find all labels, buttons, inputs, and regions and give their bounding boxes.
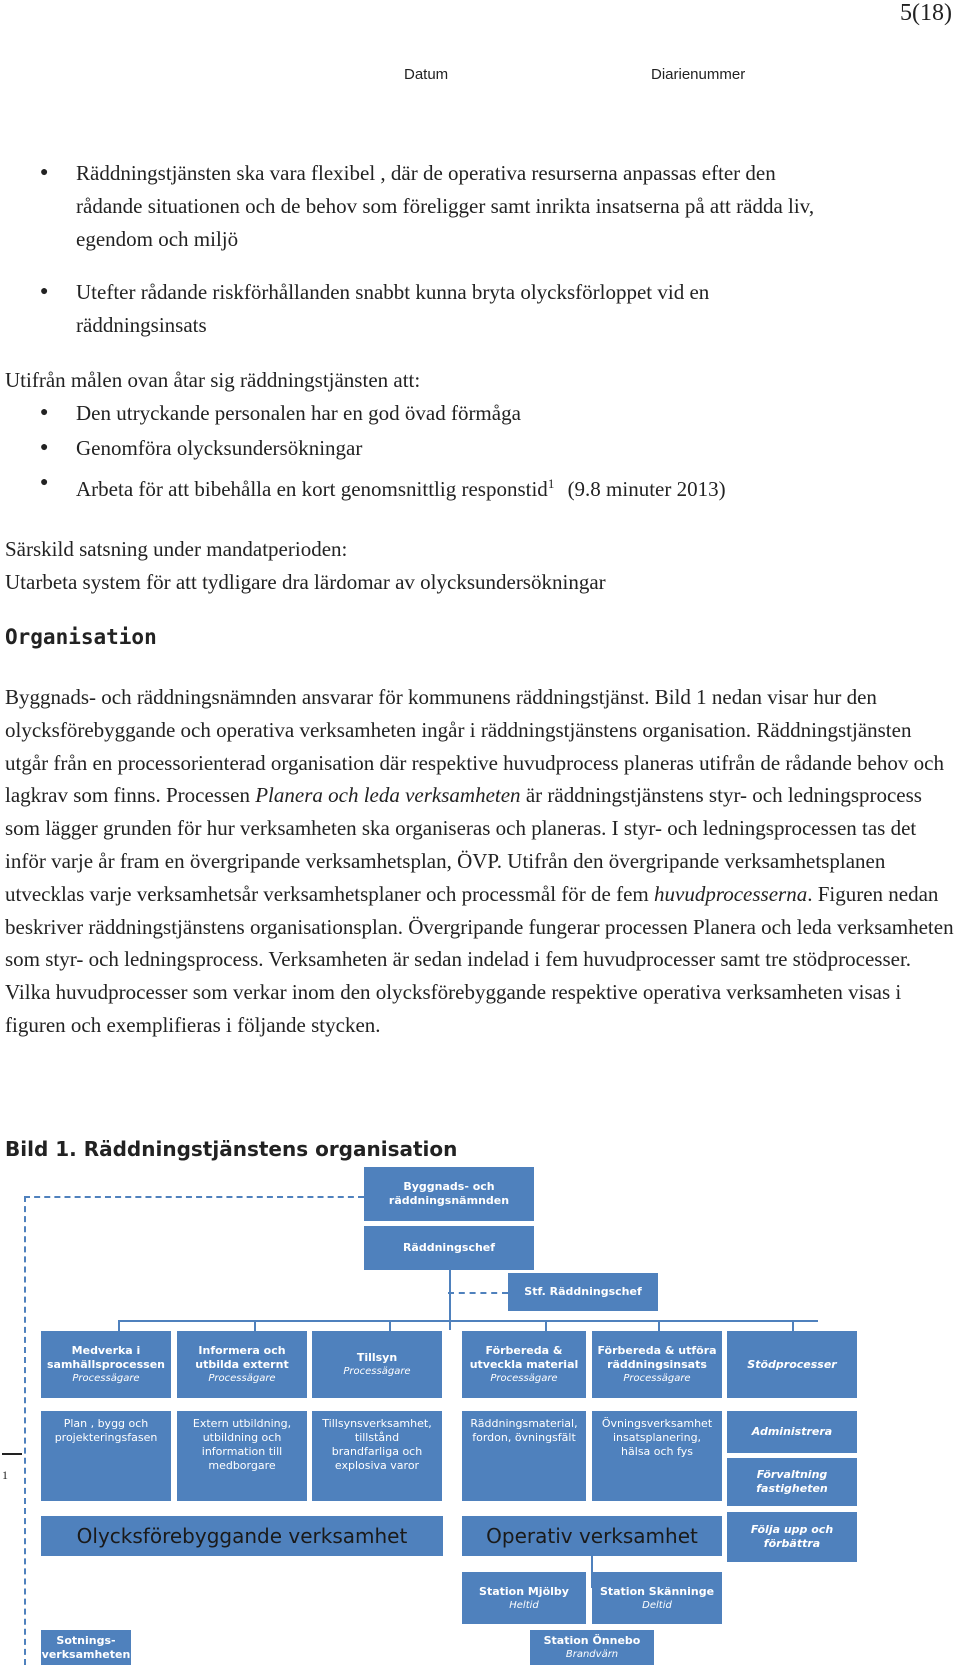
box-detail xyxy=(41,1411,171,1501)
box-chief xyxy=(364,1226,534,1270)
box-label: räddningsinsats xyxy=(607,1358,707,1371)
header-reg-label: Diarienummer xyxy=(651,66,746,83)
box-label: Byggnads- och xyxy=(403,1180,495,1193)
band-operative xyxy=(462,1516,722,1556)
box-label: utbildning och xyxy=(202,1431,282,1444)
bullet-line: räddningsinsats xyxy=(76,313,207,337)
box-label: verksamheten xyxy=(41,1648,131,1661)
special-heading: Särskild satsning under mandatperioden: xyxy=(5,537,348,561)
box-label: Tillsyn xyxy=(356,1351,398,1364)
box-label: Förvaltning xyxy=(756,1468,828,1481)
box-sub: Brandvärn xyxy=(565,1649,619,1660)
box-label: Station Önnebo xyxy=(543,1634,641,1647)
box-label: Räddningschef xyxy=(402,1241,496,1254)
bullet-item: Genomföra olycksundersökningar xyxy=(76,436,363,460)
footnote-marker: 1 xyxy=(2,1468,8,1482)
box-sotning xyxy=(41,1630,131,1665)
box-label: fastigheten xyxy=(756,1482,828,1495)
box-label: Räddningsmaterial, xyxy=(470,1417,578,1430)
box-sub: Processägare xyxy=(490,1373,558,1384)
box-support xyxy=(727,1411,857,1453)
box-label: Station Skänninge xyxy=(599,1584,715,1598)
para-italic: huvudprocesserna xyxy=(654,881,808,906)
box-label: samhällsprocessen xyxy=(47,1358,165,1371)
box-support xyxy=(727,1458,857,1506)
box-label: förbättra xyxy=(763,1537,821,1550)
para-text: Byggnads- och räddningsnämnden ansvarar för kommunens räddningstjänst. Bild 1 nedan visar hur den olycksförebyggande och operativa verksamheten ingår i räddningstjänstens organisation. Räddningstjänsten utgår från en processorienterad organisation där respektive huvudprocess planeras utifrån de rådande behov och lagkrav som finns. Processen xyxy=(5,685,945,808)
box-label: insatsplanering, xyxy=(612,1431,702,1444)
band-prevention xyxy=(41,1516,443,1556)
box-label: Station Mjölby xyxy=(479,1584,569,1598)
box-label: fordon, övningsfält xyxy=(472,1431,576,1444)
box-label: Stf. Räddningschef xyxy=(524,1285,642,1298)
box-label: information till xyxy=(201,1445,283,1458)
response-note: (9.8 minuter 2013) xyxy=(567,477,726,501)
box-label: Förbereda & xyxy=(485,1344,563,1357)
box-detail xyxy=(312,1411,442,1501)
section-heading: Organisation xyxy=(5,625,157,649)
bullet-item xyxy=(76,467,936,506)
box-label: medborgare xyxy=(208,1459,276,1472)
bullet-item xyxy=(76,276,936,342)
connector-line xyxy=(118,1320,818,1322)
box-process xyxy=(41,1331,171,1398)
box-label: Stödprocesser xyxy=(747,1357,837,1371)
box-station xyxy=(592,1572,722,1624)
bullet-text: Arbeta för att bibehålla en kort genomsnittlig responstid xyxy=(76,477,548,501)
box-label: Medverka i xyxy=(71,1344,141,1357)
box-label: explosiva varor xyxy=(334,1459,420,1472)
box-process xyxy=(312,1331,442,1398)
box-label: brandfarliga och xyxy=(331,1445,423,1458)
box-sub: Processägare xyxy=(343,1366,411,1377)
box-detail xyxy=(177,1411,307,1501)
box-support-header xyxy=(727,1331,857,1398)
bullet-dot: ● xyxy=(40,405,49,420)
dashed-line xyxy=(24,1196,364,1198)
box-process xyxy=(592,1331,722,1398)
box-station xyxy=(530,1630,654,1665)
bullet-dot: ● xyxy=(40,475,49,490)
box-station xyxy=(462,1572,586,1624)
bullet-line: egendom och miljö xyxy=(76,227,239,251)
band-label: Olycksförebyggande verksamhet xyxy=(76,1524,408,1548)
bullet-line: rådande situationen och de behov som föreligger samt inrikta insatserna på att rädda liv, xyxy=(76,194,815,218)
box-sub: Processägare xyxy=(623,1373,691,1384)
intro-text: Utifrån målen ovan åtar sig räddningstjänsten att: xyxy=(5,368,421,392)
box-label: Administrera xyxy=(751,1425,833,1438)
bullet-line: Utefter rådande riskförhållanden snabbt kunna bryta olycksförloppet vid en xyxy=(76,280,710,304)
box-deputy xyxy=(508,1273,658,1311)
header-date-label: Datum xyxy=(404,66,449,83)
box-label: Sotnings- xyxy=(56,1634,116,1647)
box-label: utbilda externt xyxy=(195,1358,289,1371)
para-italic: Planera och leda verksamheten xyxy=(255,783,521,808)
box-label: Tillsynsverksamhet, xyxy=(322,1417,432,1430)
body-paragraph xyxy=(5,681,955,1042)
bullet-dot: ● xyxy=(40,284,49,299)
box-label: Informera och xyxy=(198,1344,286,1357)
para-text: . Figuren nedan beskriver räddningstjänstens organisationsplan. Övergripande fungerar processen Planera och leda verksamheten som styr- och ledningsprocess. Verksamheten är sedan indelad i fem huvudprocesser samt tre stödprocesser. Vilka huvudprocesser som verkar inom den olycksförebyggande respektive operativa verksamheten visas i figuren och exemplifieras i följande stycken. xyxy=(5,881,954,1037)
box-support xyxy=(727,1512,857,1562)
special-text: Utarbeta system för att tydligare dra lärdomar av olycksundersökningar xyxy=(5,570,606,594)
bullet-item: Den utryckande personalen har en god övad förmåga xyxy=(76,401,521,425)
box-sub: Processägare xyxy=(208,1373,276,1384)
box-sub: Heltid xyxy=(509,1599,539,1611)
box-label: hälsa och fys xyxy=(621,1445,693,1458)
dashed-line xyxy=(448,1292,508,1294)
band-label: Operativ verksamhet xyxy=(486,1524,698,1548)
box-label: Följa upp och xyxy=(750,1523,834,1536)
box-label: Extern utbildning, xyxy=(192,1417,292,1430)
para-text: är räddningstjänstens styr- och ledningsprocess som lägger grunden för hur verksamheten ska organiseras och planeras. I styr- och ledningsprocessen tas det inför varje år fram en övergripande verksamhetsplan, ÖVP. Utifrån den övergripande verksamhetsplanen utvecklas varje verksamhetsår verksamhetsplaner och processmål för de fem xyxy=(5,783,922,906)
bullet-dot: ● xyxy=(40,165,49,180)
dashed-line xyxy=(24,1196,26,1665)
bullet-item xyxy=(76,157,936,256)
box-sub: Processägare xyxy=(72,1373,140,1384)
box-label: utveckla material xyxy=(469,1358,579,1371)
box-label: projekteringsfasen xyxy=(54,1431,158,1444)
footnote-ref: 1 xyxy=(547,476,555,491)
box-label: räddningsnämnden xyxy=(388,1194,510,1207)
box-label: Övningsverksamhet xyxy=(601,1417,713,1430)
box-process xyxy=(462,1331,586,1398)
box-label: Plan , bygg och xyxy=(63,1417,149,1430)
box-label: tillstånd xyxy=(354,1431,400,1444)
box-detail xyxy=(462,1411,586,1501)
box-detail xyxy=(592,1411,722,1501)
figure-title: Bild 1. Räddningstjänstens organisation xyxy=(5,1137,458,1161)
box-sub: Deltid xyxy=(642,1599,672,1611)
box-label: Förbereda & utföra xyxy=(597,1344,717,1357)
box-board xyxy=(364,1167,534,1221)
bullet-line: Räddningstjänsten ska vara flexibel , där de operativa resurserna anpassas efter den xyxy=(76,161,776,185)
box-process xyxy=(177,1331,307,1398)
bullet-dot: ● xyxy=(40,440,49,455)
page-number: 5(18) xyxy=(900,0,952,26)
footnote-separator xyxy=(2,1453,22,1455)
